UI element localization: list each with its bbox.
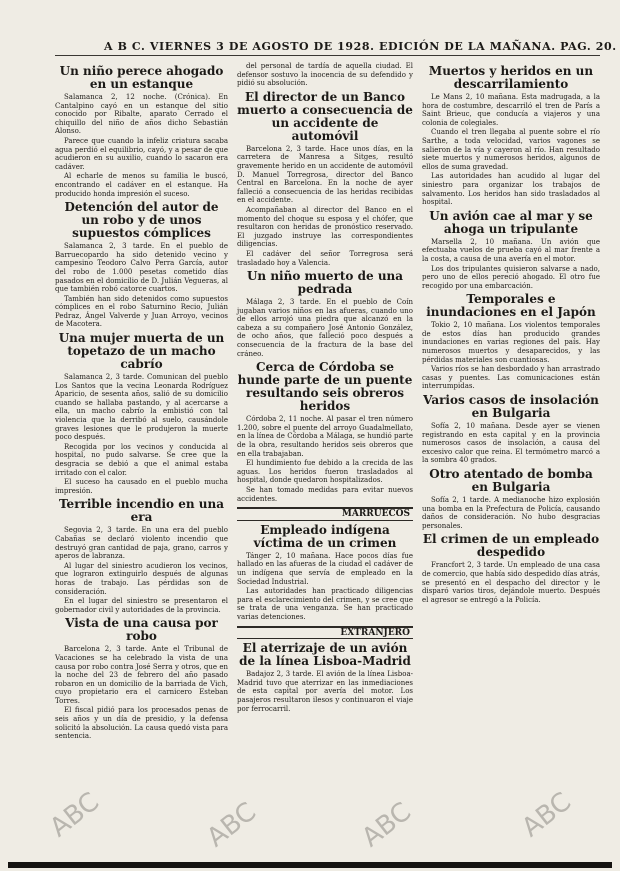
article-paragraph: En el lugar del siniestro se presentaron el gobernador civil y autoridades de la provincia. [55, 597, 228, 614]
article-paragraph: Las autoridades han practicado diligencias para el esclarecimiento del crimen, y se cree que se trata de una venganza. Se han practicado varias detenciones. [237, 587, 413, 621]
article-headline: El aterrizaje de un avión de la línea Lisboa-Madrid [239, 641, 411, 669]
header-rule [55, 55, 600, 56]
article-headline: Empleado indígena víctima de un crimen [253, 522, 397, 550]
article-paragraph: del personal de tardía de aquella ciudad. El defensor sostuvo la inocencia de su defendido y pidió su absolución. [237, 62, 413, 88]
article-paragraph: Parece que cuando la infeliz criatura sacaba agua perdió el equilibrio, cayó, y a pesar de que acudieron en su auxilio, cuando lo sacaron era cadáver. [55, 136, 228, 171]
article-headline: El director de un Banco muerto a consecuencia de un accidente de automóvil [237, 89, 413, 143]
article-paragraph: Varios ríos se han desbordado y han arrastrado casas y puentes. Las comunicaciones están interrumpidas. [422, 365, 600, 391]
article-paragraph: Cuando el tren llegaba al puente sobre el río Sarthe, a toda velocidad, varios vagones se salieron de la vía y cayeron al río. Han resultado siete muertos y numerosos heridos, algunos de ellos de suma gravedad. [422, 128, 600, 171]
article-paragraph: Le Mans 2, 10 mañana. Esta madrugada, a la hora de costumbre, descarriló el tren de París a Saint Brieuc, que conducía a viajeros y una colonia de colegiales. [422, 93, 600, 127]
article-paragraph: Salamanca 2, 3 tarde. Comunican del pueblo Los Santos que la vecina Leonarda Rodríguez Aparicio, de sesenta años, salió de su domicilio cuando se hallaba pastando, y al acercarse a ella, un macho cabrío la embistió con tal violencia que la derribó al suelo, causándole graves lesiones que le produjeron la muerte poco después. [55, 373, 228, 442]
article-headline: Detención del autor de un robo y de unos supuestos cómplices [64, 200, 219, 241]
column-2 [237, 62, 413, 714]
page-header: A B C. VIERNES 3 DE AGOSTO DE 1928. EDICIÓN DE LA MAÑANA. PAG. 20. [104, 40, 617, 53]
article-paragraph: El fiscal pidió para los procesados penas de seis años y un día de presidio, y la defensa solicitó la absolución. La causa quedó vista para sentencia. [55, 706, 228, 741]
abc-watermark: ABC [356, 796, 417, 854]
column-1 [55, 62, 228, 742]
article-paragraph: El cadáver del señor Torregrosa será trasladado hoy a Valencia. [237, 249, 413, 267]
bottom-rule [8, 862, 612, 868]
article-paragraph: Segovia 2, 3 tarde. En una era del pueblo Cabañas se declaró violento incendio que destruyó gran cantidad de paja, grano, carros y aperos de labranza. [55, 526, 228, 561]
article-headline: Un niño perece ahogado en un estanque [59, 64, 224, 91]
article-paragraph: Marsella 2, 10 mañana. Un avión que efectuaba vuelos de prueba cayó al mar frente a la costa, a causa de una avería en el motor. [422, 237, 600, 263]
article-paragraph: Salamanca 2, 3 tarde. En el pueblo de Barruecopardo ha sido detenido vecino y campesino Teodoro Calvo Perra García, autor del robo de 1.000 pesetas cometido días pasados en el domicilio de D. Julián Vegueras, al que también robó catorce cuartos. [55, 242, 228, 294]
article-paragraph: Salamanca 2, 12 noche. (Crónica). En Cantalpino cayó en un estanque del sitio conocido por Ribalte, aparato Cerrado el chiquillo del niño de años dicho Sebastián Alonso. [55, 93, 228, 136]
article-paragraph: Tokio 2, 10 mañana. Los violentos temporales de estos días han producido grandes inundaciones en varias regiones del país. Hay numerosos muertos y desaparecidos, y las pérdidas materiales son cuantiosas. [422, 321, 600, 364]
column-3 [422, 62, 600, 605]
article-paragraph: Acompañaban al director del Banco en el momento del choque su esposa y el chófer, que resultaron con heridas de pronóstico reservado. El juzgado instruye las correspondientes diligencias. [237, 205, 413, 249]
abc-watermark: ABC [44, 786, 105, 844]
article-paragraph: El hundimiento fue debido a la crecida de las aguas. Los heridos fueron trasladados al hospital, donde quedaron hospitalizados. [237, 459, 413, 485]
article-paragraph: Córdoba 2, 11 noche. Al pasar el tren número 1.200, sobre el puente del arroyo Guadalmellato, en la línea de Córdoba a Málaga, se hundió parte de la obra, resultando heridos seis obreros que en ella trabajaban. [237, 415, 413, 458]
section-label: MARRUECOS [237, 507, 413, 521]
article-headline: Temporales e inundaciones en el Japón [426, 292, 596, 320]
article-headline: Una mujer muerta de un topetazo de un macho cabrío [58, 331, 225, 372]
article-paragraph: El suceso ha causado en el pueblo mucha impresión. [55, 478, 228, 495]
article-paragraph: Tánger 2, 10 mañana. Hace pocos días fue hallado en las afueras de la ciudad el cadáver de un indígena que servía de empleado en la Sociedad Industrial. [237, 551, 413, 586]
article-paragraph: Francfort 2, 3 tarde. Un empleado de una casa de comercio, que había sido despedido días atrás, se presentó en el despacho del director y le disparó varios tiros, dejándole muerto. Después el agresor se entregó a la Policía. [422, 561, 600, 604]
article-paragraph: Sofía 2, 1 tarde. A medianoche hizo explosión una bomba en la Prefectura de Policía, causando daños de consideración. No hubo desgracias personales. [422, 496, 600, 530]
article-headline: Muertos y heridos en un descarrilamiento [428, 64, 594, 91]
article-headline: Terrible incendio en una era [59, 497, 224, 525]
article-headline: Un niño muerto de una pedrada [246, 269, 404, 297]
article-headline: Un avión cae al mar y se ahoga un tripulante [429, 208, 593, 236]
article-paragraph: Los dos tripulantes quisieron salvarse a nado, pero uno de ellos pereció ahogado. El otro fue recogido por una embarcación. [422, 264, 600, 290]
abc-watermark: ABC [516, 786, 577, 844]
article-headline: Cerca de Córdoba se hunde parte de un puente resultando seis obreros heridos [237, 360, 413, 414]
section-label: EXTRANJERO [237, 626, 413, 640]
abc-watermark: ABC [201, 796, 262, 854]
article-paragraph: Málaga 2, 3 tarde. En el pueblo de Coín jugaban varios niños en las afueras, cuando uno de ellos arrojó una piedra que alcanzó en la cabeza a su compañero José Antonio González, de ocho años, que falleció poco después a consecuencia de la fractura de la base del cráneo. [237, 298, 413, 358]
article-paragraph: Recogida por los vecinos y conducida al hospital, no pudo salvarse. Se cree que la desgracia se debió a que el animal estaba irritado con el calor. [55, 442, 228, 477]
article-headline: Otro atentado de bomba en Bulgaria [429, 467, 593, 494]
article-paragraph: Las autoridades han acudido al lugar del siniestro para organizar los trabajos de salvamento. Los heridos han sido trasladados al hospital. [422, 172, 600, 207]
article-headline: Varios casos de insolación en Bulgaria [423, 393, 599, 421]
article-paragraph: Al lugar del siniestro acudieron los vecinos, que lograron extinguirlo después de algunas horas de trabajo. Las pérdidas son de consideración. [55, 561, 228, 596]
article-paragraph: Badajoz 2, 3 tarde. El avión de la línea Lisboa-Madrid tuvo que aterrizar en las inmediaciones de esta capital por avería del motor. Los pasajeros resultaron ilesos y continuaron el viaje por ferrocarril. [237, 670, 413, 713]
article-paragraph: Sofía 2, 10 mañana. Desde ayer se vienen registrando en esta capital y en la provincia numerosos casos de insolación, a causa del excesivo calor que reina. El termómetro marcó a la sombra 40 grados. [422, 422, 600, 465]
article-paragraph: Se han tomado medidas para evitar nuevos accidentes. [237, 486, 413, 503]
article-headline: Vista de una causa por robo [65, 616, 218, 644]
article-paragraph: Al echarle de menos su familia le buscó, encontrando el cadáver en el estanque. Ha producido honda impresión el suceso. [55, 172, 228, 198]
article-paragraph: También han sido detenidos como supuestos cómplices en el robo Saturnino Recio, Julián Pedraz, Ángel Valverde y Juan Arroyo, vecinos de Macotera. [55, 294, 228, 329]
article-paragraph: Barcelona 2, 3 tarde. Hace unos días, en la carretera de Manresa a Sitges, resultó gravemente herido en un accidente de automóvil D. Manuel Torregrosa, director del Banco Central en Barcelona. En la noche de ayer falleció a consecuencia de las heridas recibidas en el accidente. [237, 144, 413, 205]
article-paragraph: Barcelona 2, 3 tarde. Ante el Tribunal de Vacaciones se ha celebrado la vista de una causa por robo contra José Serra y otros, que en la noche del 23 de febrero del año pasado robaron en un domicilio de la barriada de Vich, cuyo propietario era el carnicero Esteban Torres. [55, 645, 228, 705]
article-headline: El crimen de un empleado despedido [422, 532, 600, 560]
